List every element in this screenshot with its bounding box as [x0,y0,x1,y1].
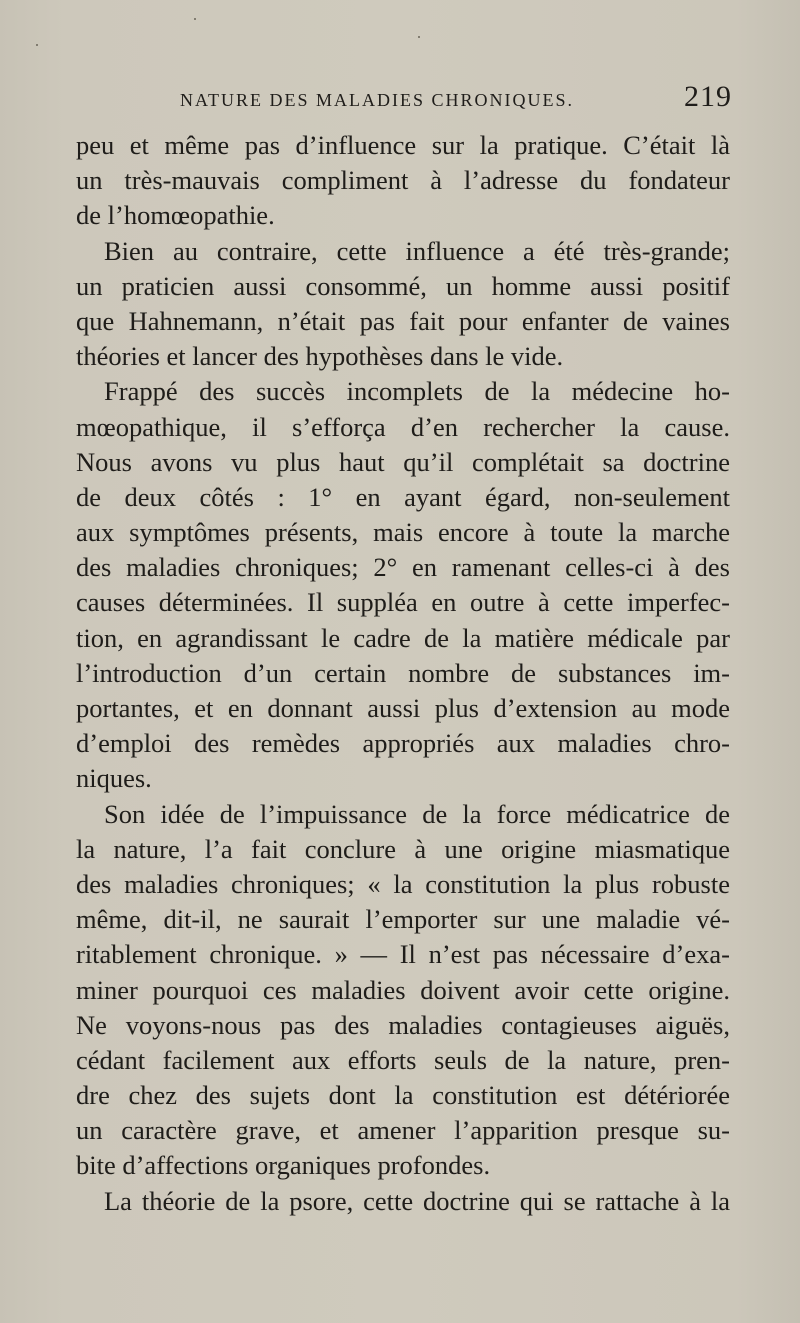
text-line: un très-mauvais compliment à l’adresse du fondateur [76,165,730,196]
paragraph-start-line: Frappé des succès incomplets de la médecine ho- [104,376,730,407]
text-line: un caractère grave, et amener l’apparition presque su- [76,1115,730,1146]
text-line: des maladies chroniques; « la constitution la plus robuste [76,868,730,899]
text-line: bite d’affections organiques profondes. [76,1150,491,1181]
text-line: cédant facilement aux efforts seuls de la nature, pren- [76,1044,730,1075]
text-line: même, dit-il, ne saurait l’emporter sur une maladie vé- [76,904,730,935]
text-line: aux symptômes présents, mais encore à toute la marche [76,517,730,548]
page-number: 219 [684,80,732,113]
text-line: portantes, et en donnant aussi plus d’extension au mode [76,693,730,723]
text-line: la nature, l’a fait conclure à une origine miasmatique [76,833,730,864]
text-line: Ne voyons-nous pas des maladies contagieuses aiguës, [76,1009,730,1040]
text-line: d’emploi des remèdes appropriés aux maladies chro- [76,728,730,759]
body-text [76,128,730,1219]
text-line: dre chez des sujets dont la constitution est détériorée [76,1080,730,1111]
page-header [180,78,732,118]
paper-speck [418,36,420,38]
text-line: théories et lancer des hypothèses dans le vide. [76,341,564,372]
paragraph-start-line: Son idée de l’impuissance de la force médicatrice de [104,798,730,829]
text-line: l’introduction d’un certain nombre de substances im- [76,657,730,688]
paragraph-start-line: La théorie de la psore, cette doctrine qui se rattache à la [104,1185,730,1216]
paper-speck [194,18,196,20]
text-line: un praticien aussi consommé, un homme aussi positif [76,270,730,301]
text-line: causes déterminées. Il suppléa en outre à cette imperfec- [76,587,730,618]
text-line: des maladies chroniques; 2° en ramenant celles-ci à des [76,552,730,583]
text-line: ritablement chronique. » — Il n’est pas nécessaire d’exa- [76,939,730,970]
text-line: que Hahnemann, n’était pas fait pour enfanter de vaines [76,305,730,336]
running-title: NATURE DES MALADIES CHRONIQUES. [180,90,575,110]
text-line: peu et même pas d’influence sur la pratique. C’était là [76,130,730,160]
text-line: tion, en agrandissant le cadre de la matière médicale par [76,622,730,653]
text-line: niques. [76,763,152,794]
text-line: de l’homœopathie. [76,200,275,231]
text-line: miner pourquoi ces maladies doivent avoir cette origine. [76,974,730,1005]
text-line: de deux côtés : 1° en ayant égard, non-seulement [76,481,730,512]
text-line: mœopathique, il s’efforça d’en rechercher la cause. [76,411,730,442]
paragraph-start-line: Bien au contraire, cette influence a été très-grande; [104,235,730,266]
text-line: Nous avons vu plus haut qu’il complétait sa doctrine [76,446,730,477]
paper-speck [36,44,38,46]
